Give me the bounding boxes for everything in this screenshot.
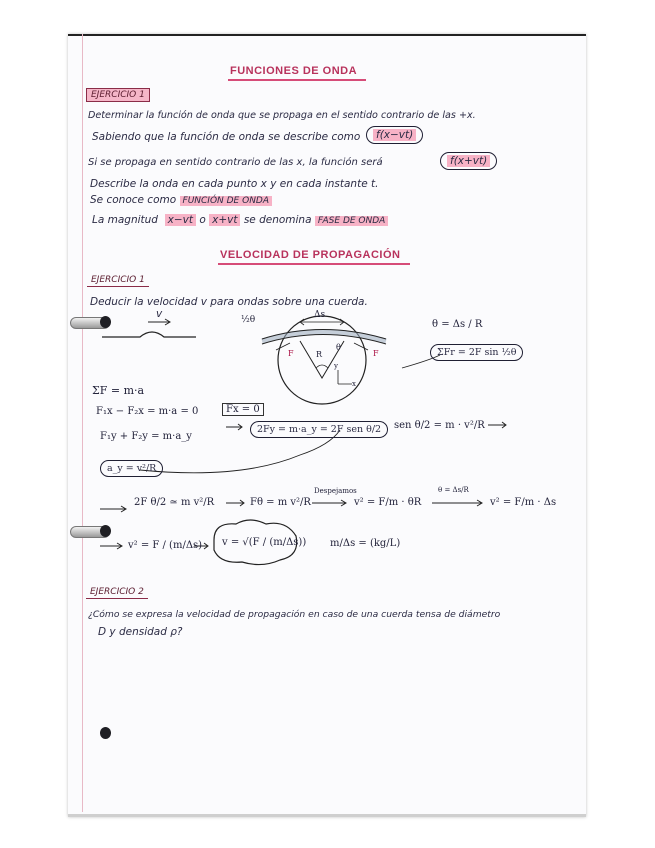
F-left-label: F [288,349,294,358]
axes [338,370,352,384]
sum-forces: ΣF = m·a [92,384,145,397]
exercise-2-label: EJERCICIO 2 [86,586,148,599]
fy-cloud [250,421,388,438]
theta-equation: θ = Δs / R [432,319,483,330]
v-label: v [156,308,163,320]
step-7: m/Δs = (kg/L) [330,538,401,549]
ex3-line-2: D y densidad ρ? [98,626,183,638]
ay-cloud [100,460,163,477]
sen-equation: sen θ/2 = m · v²/R [394,420,485,431]
ex1-line-3: Si se propaga en sentido contrario de las x, la función será [88,157,383,168]
ex3-line-1: ¿Cómo se expresa la velocidad de propagación en caso de una cuerda tensa de diámetro [88,609,501,620]
arrow-theta-label: θ = Δs/R [438,486,469,494]
ex1-line-4: Describe la onda en cada punto x y en cada instante t. [90,178,379,190]
half-theta-label: ½θ [241,315,256,325]
ay-equation: a_y = v²/R [107,463,157,474]
step-5: v² = F / (m/Δs) [128,540,203,551]
f-minus-expression: f(x−vt) [373,129,416,141]
radial-force-cloud [430,344,523,361]
section-title-velocidad: VELOCIDAD DE PROPAGACIÓN [220,249,401,261]
x-plus-vt-highlight: x+vt [209,214,240,226]
ex1-line-6e: se denomina [243,214,312,226]
axis-x-label: x [352,380,356,388]
ex1-line-1: Determinar la función de onda que se propaga en el sentido contrario de las +x. [88,110,476,121]
exercise-1-label: EJERCICIO 1 [86,88,150,102]
step-4: v² = F/m · Δs [490,497,557,508]
ex2-line-1: Deducir la velocidad v para ondas sobre una cuerda. [90,296,368,308]
f-plus-expression: f(x+vt) [447,155,490,167]
ex1-line-6c: o [199,214,206,226]
step-6: v = √(F / (m/Δs)) [222,537,307,548]
fx-equation: F₁x − F₂x = m·a = 0 [96,406,199,417]
radial-force-equation: ΣFr = 2F sin ½θ [437,347,517,358]
theta-label: θ [336,343,341,352]
axis-y-label: y [334,362,338,370]
F-right-label: F [373,349,379,358]
ds-label: Δs [314,310,326,320]
R-label: R [316,350,323,359]
despejamos-label: Despejamos [314,487,357,495]
wave-pulse [102,332,196,337]
funcion-de-onda-highlight: FUNCIÓN DE ONDA [180,196,273,206]
x-minus-vt-highlight: x−vt [165,214,196,226]
ex1-line-2-text: Sabiendo que la función de onda se describe como [92,131,361,143]
step-1: 2F θ/2 ≃ m v²/R [134,497,215,508]
step-3: v² = F/m · θR [354,497,422,508]
fx-boxed: Fx = 0 [222,403,264,416]
ex1-line-6a: La magnitud [92,214,158,226]
step-2: Fθ = m v²/R [250,497,311,508]
fy-cloud-equation: 2Fy = m·a_y = 2F sen θ/2 [257,424,382,435]
ex1-line-5-text: Se conoce como [90,194,177,206]
exercise-velocity-label: EJERCICIO 1 [87,274,149,287]
fase-de-onda-highlight: FASE DE ONDA [315,216,388,226]
page-title: FUNCIONES DE ONDA [230,65,358,77]
fy-equation: F₁y + F₂y = m·a_y [100,431,192,442]
